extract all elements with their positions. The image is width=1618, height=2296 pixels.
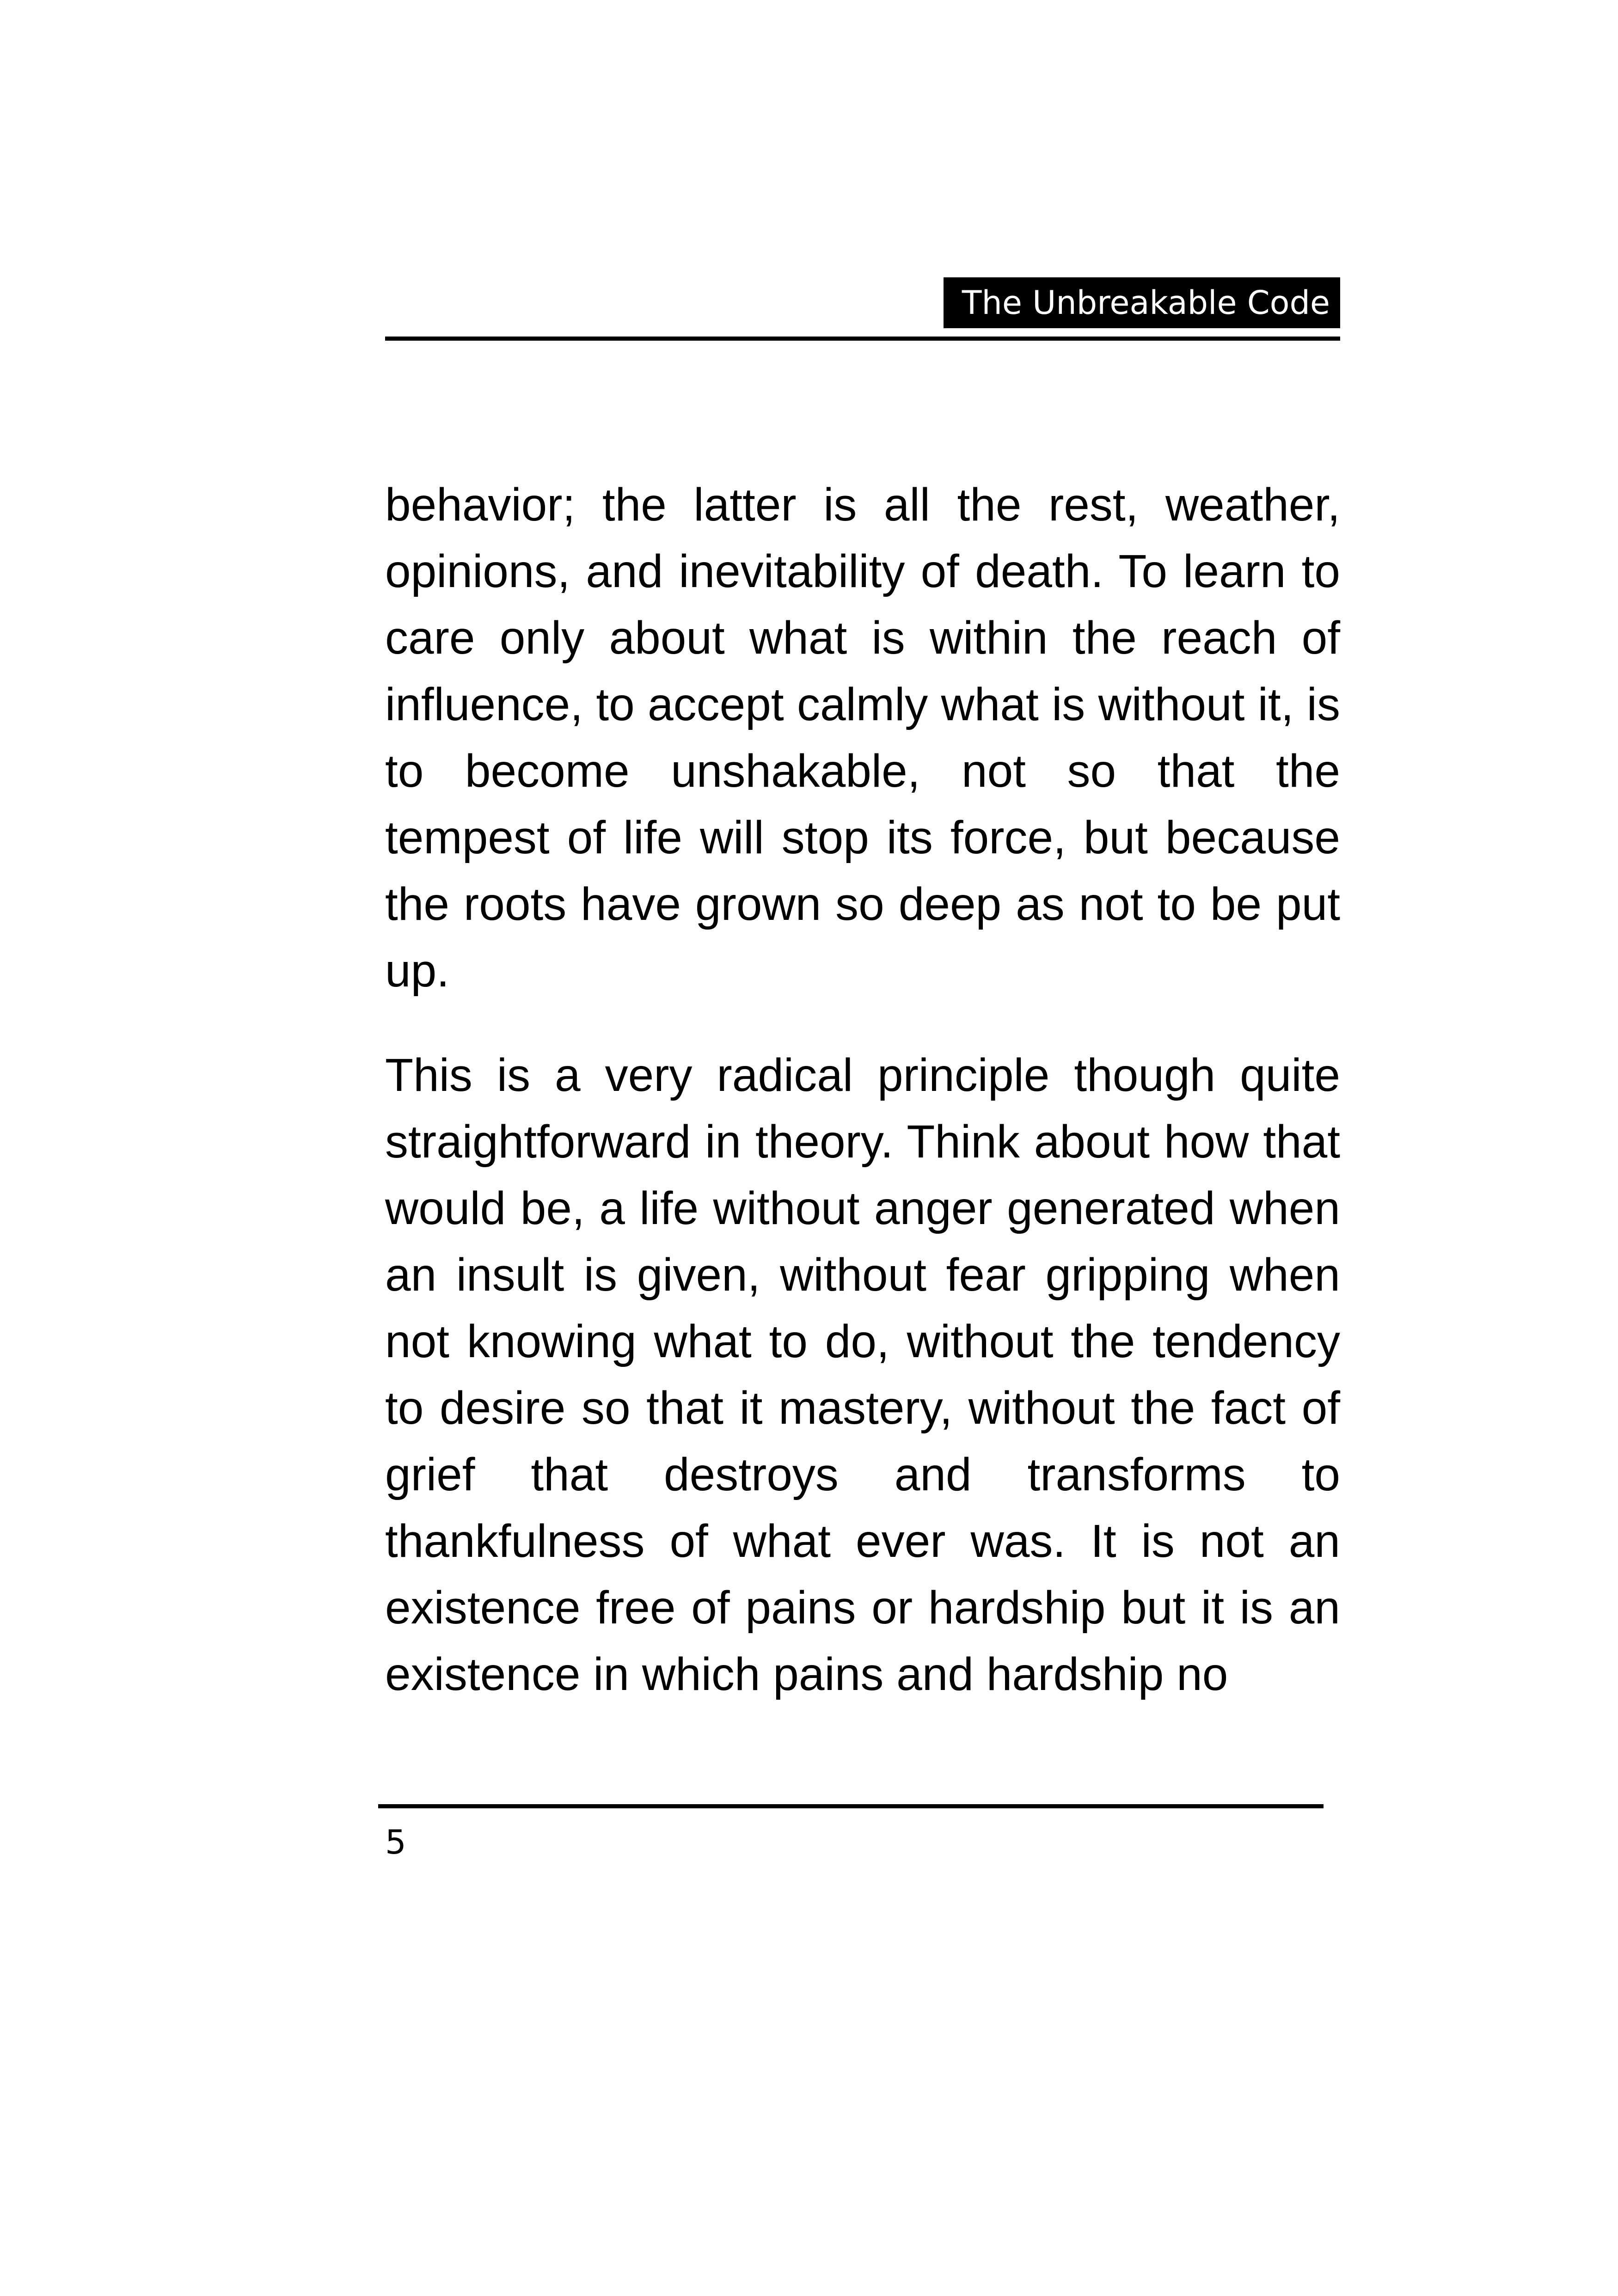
body-text <box>385 471 1340 1745</box>
page-number: 5 <box>385 1823 406 1861</box>
paragraph-1: behavior; the latter is all the rest, weather, opinions, and inevitability of death. To learn to care only about what is within the reach of influence, to accept calmly what is without it, is to become unshakable, not so that the tempest of life will stop its force, but because the roots have grown so deep as not to be put up. <box>385 479 1340 997</box>
footer-rule <box>378 1804 1324 1808</box>
header-rule <box>385 337 1340 341</box>
running-header-title: The Unbreakable Code <box>944 277 1340 328</box>
paragraph-2: This is a very radical principle though quite straightforward in theory. Think about how that would be, a life without anger generated when an insult is given, without fear gripping when not knowing what to do, without the tendency to desire so that it mastery, without the fact of grief that destroys and transforms to thankfulness of what ever was. It is not an existence free of pains or hardship but it is an existence in which pains and hardship no <box>385 1049 1340 1700</box>
